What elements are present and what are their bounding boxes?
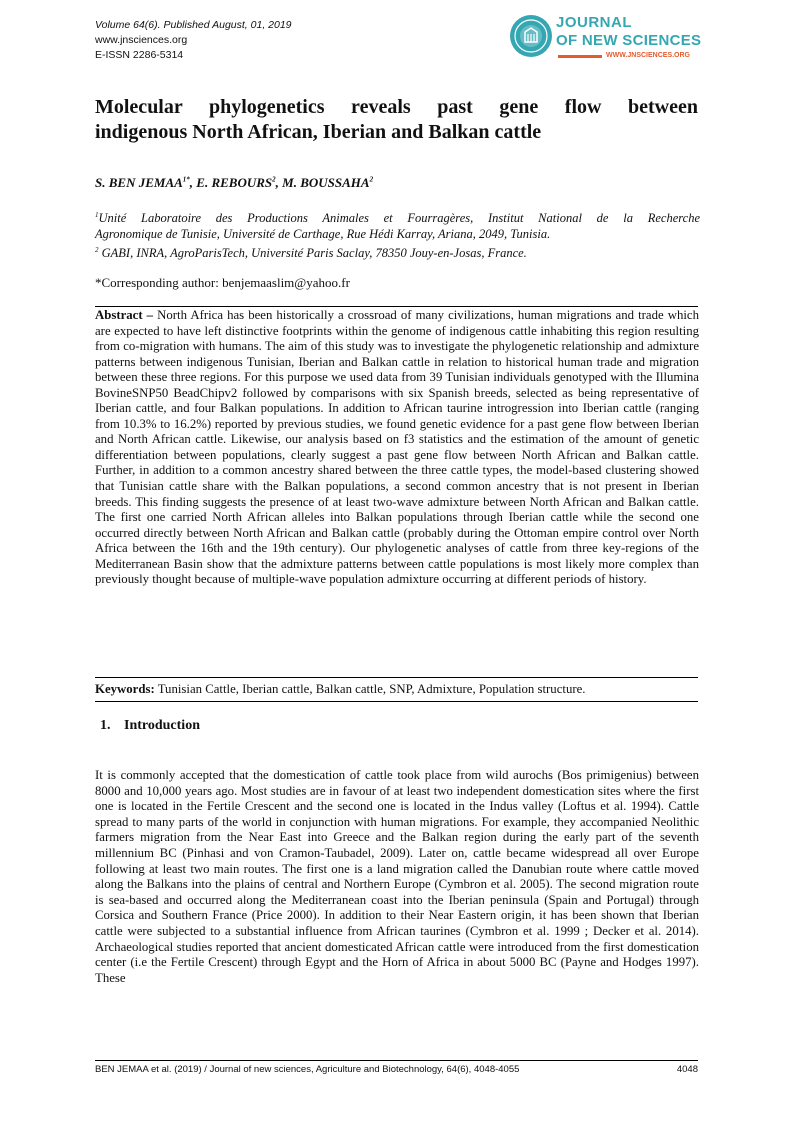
- author-sup: 2: [369, 175, 374, 184]
- author-name: M. BOUSSAHA: [282, 175, 370, 190]
- affiliation-text: GABI, INRA, AgroParisTech, Université Paris Saclay, 78350 Jouy-en-Josas, France.: [101, 246, 527, 261]
- volume-line: Volume 64(6). Published August, 01, 2019: [95, 19, 292, 31]
- affiliations: [95, 207, 700, 261]
- page-number: 4048: [676, 1064, 698, 1075]
- abstract-text: North Africa has been historically a crossroad of many civilizations, human migrations and trade which are expected to have left distinctive footprints within the genome of indigenous cattle inhabiting this region resulting from co-migration with humans. The aim of this study was to investigate the phylogenetic relationship and admixture patterns between indigenous Tunisian, Iberian and Balkan cattle in relation to historical human trade and migration between these three regions. For this purpose we used data from 39 Tunisian individuals genotyped with the Illumina BovineSNP50 BeadChipv2 followed by comparisons with six Spanish breeds, selected as being representative of Iberian cattle, and four Balkan populations. In addition to African taurine introgression into Iberian cattle (ranging from 10.3% to 16.2%) reported by previous studies, we found genetic evidence for a past gene flow between Iberian and North African cattle. Likewise, our analysis based on f3 statistics and the estimation of the amount of genetic differentiation between populations, clearly suggest a past gene flow between North African and Balkan cattle. Further, in addition to a common ancestry shared between the three cattle types, the model-based clustering showed that Tunisian cattle share with the Balkan populations, a second common ancestry that is not present in Iberian breeds. This finding suggests the presence of at least two-wave admixture between North African and Balkan cattle. The first one carried North African alleles into Balkan populations through Iberian cattle while the second one occurred directly between North African and Balkan cattle (probably during the Ottoman empire control over North Africa between the 16th and the 19th century). Our phylogenetic analyses of cattle from three key-regions of the Mediterranean Basin show that the admixture patterns between cattle populations is most likely more complex than previously thought because of multiple-wave population admixture occurring at different periods of history.: [95, 308, 699, 587]
- introduction-body: It is commonly accepted that the domestication of cattle took place from wild aurochs (Bos primigenius) between 8000 and 10,000 years ago. Most studies are in favour of at least two independent domestication sites where the first one is located in the Fertile Crescent and the second one is located in the Indus valley (Loftus et al. 1994). Cattle spread to many parts of the world in conjunction with human migrations. For example, they accompanied Neolithic farmers migration from the Near East into Greece and the Balkan region during the early part of the seventh millennium BC (Pinhasi and von Cramon-Taubadel, 2009). Later on, cattle became widespread all over Europe following at least two main routes. The first one is a land migration called the Danubian route where cattle moved along the Balkans into the plains of central and Northern Europe (Cymbron et al. 2005). The second migration route is sea-based and occurred along the Mediterranean coast into the Iberian peninsula (Spain and Portugal) through Corsica and Southern France (Price 2000). In addition to their Near Eastern origin, it has been shown that Iberian cattle were subjected to a substantial influence from African taurines (Cymbron et al. 1999 ; Decker et al. 2014). Archaeological studies reported that ancient domesticated African cattle were introduced from the first domestication center (i.e the Fertile Crescent) through Egypt and the Horn of Africa in about 5000 BC (Payne and Hodges 1997). These: [95, 768, 699, 985]
- abstract-top-rule: [95, 306, 698, 307]
- author-name: S. BEN JEMAA: [95, 175, 183, 190]
- affiliation-sup: 2: [95, 246, 99, 255]
- issn-line: E-ISSN 2286-5314: [95, 49, 184, 61]
- keywords: [95, 682, 585, 697]
- paper-title: [95, 95, 698, 145]
- abstract: [95, 308, 699, 588]
- logo-url: WWW.JNSCIENCES.ORG: [606, 52, 691, 59]
- journal-header-info: [95, 18, 292, 63]
- keywords-label: Keywords:: [95, 682, 155, 696]
- journal-logo: [508, 10, 703, 70]
- footer-citation: BEN JEMAA et al. (2019) / Journal of new sciences, Agriculture and Biotechnology, 64(6), 4048-4055: [95, 1064, 520, 1075]
- journal-website: www.jnsciences.org: [95, 34, 188, 46]
- section-number: 1.: [100, 718, 111, 733]
- affiliation-1-line-1: [95, 207, 700, 226]
- title-line-2: indigenous North African, Iberian and Balkan cattle: [95, 121, 542, 143]
- affiliation-sup: 1: [95, 211, 99, 219]
- abstract-label: Abstract –: [95, 308, 154, 322]
- section-heading: [100, 718, 200, 734]
- corresponding-author: *Corresponding author: benjemaaslim@yahoo.fr: [95, 275, 350, 290]
- section-title: Introduction: [124, 718, 200, 733]
- logo-line-1: JOURNAL: [556, 14, 633, 31]
- keywords-text: Tunisian Cattle, Iberian cattle, Balkan cattle, SNP, Admixture, Population structure.: [157, 682, 586, 696]
- author-name: E. REBOURS: [196, 175, 273, 190]
- author-list: S. BEN $JEMAA^{1*}$, E. REBOURS$^2$, M. BOUSSAHA$^2$: [95, 175, 374, 190]
- logo-decoration: [508, 54, 604, 59]
- logo-line-2: OF NEW SCIENCES: [556, 32, 702, 49]
- author-sup: 1*: [182, 175, 190, 184]
- author-sup: 2: [272, 175, 276, 184]
- journal-seal-icon: [508, 13, 554, 59]
- affiliation-2: [95, 242, 700, 261]
- title-line-1: Molecular phylogenetics reveals past gene flow between: [95, 96, 698, 118]
- keywords-bottom-rule: [95, 701, 698, 702]
- affiliation-text: Unité Laboratoire des Productions Animales et Fourragères, Institut National de la Recherche: [98, 211, 700, 226]
- abstract-bottom-rule: [95, 677, 698, 678]
- affiliation-1-line-2: Agronomique de Tunisie, Université de Carthage, Rue Hédi Karray, Ariana, 2049, Tunisia.: [95, 227, 551, 242]
- footer-rule: [95, 1060, 698, 1061]
